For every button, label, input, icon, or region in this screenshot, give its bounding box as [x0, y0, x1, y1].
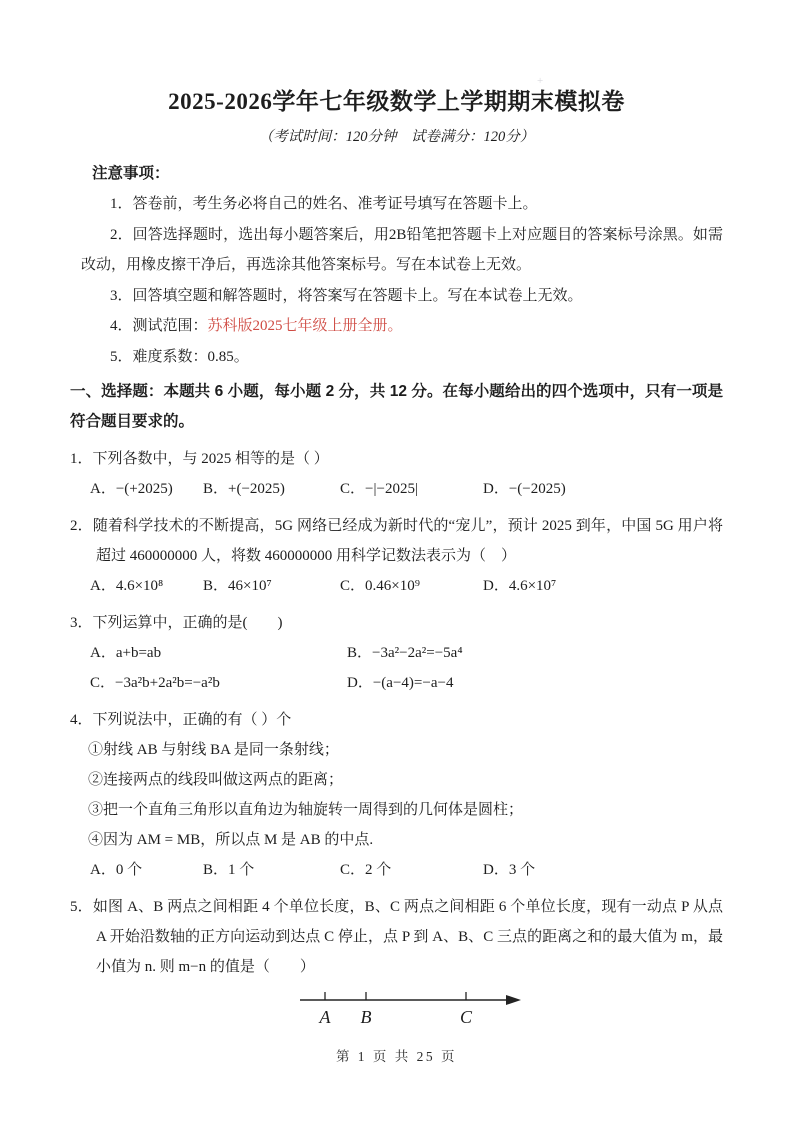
point-label-b: B: [360, 1007, 372, 1027]
question-1-option-a: [90, 474, 203, 504]
question-3: [70, 608, 723, 698]
option-text: 0.46×10⁹: [365, 578, 420, 594]
question-1: [70, 444, 723, 504]
option-text: 46×10⁷: [228, 578, 272, 594]
option-text: −(+2025): [115, 481, 173, 497]
section-1-heading: 一、选择题：本题共 6 小题，每小题 2 分，共 12 分。在每小题给出的四个选项中，只有一项是符合题目要求的。: [70, 383, 723, 430]
option-text: −|−2025|: [365, 481, 418, 497]
question-2-option-b: [203, 571, 340, 601]
option-text: 3 个: [508, 862, 536, 878]
option-text: −(−2025): [508, 481, 566, 497]
question-1-option-d: [483, 474, 723, 504]
option-text: 1 个: [228, 862, 255, 878]
question-3-option-a: [90, 638, 347, 668]
question-5-text: 如图 A、B 两点之间相距 4 个单位长度，B、C 两点之间相距 6 个单位长度，现有一动点 P 从点 A 开始沿数轴的正方向运动到达点 C 停止，点 P 到 A、B、C 三点的距离之和的最大值为 m，最小值为 n. 则 m−n 的值是（ ）: [92, 899, 723, 975]
question-4-statement-1: ①射线 AB 与射线 BA 是同一条射线；: [88, 742, 339, 758]
option-label: C．: [340, 481, 366, 497]
notice-item-4: [81, 311, 723, 342]
question-5-figure: [298, 987, 723, 1044]
question-4-statements: [70, 735, 723, 855]
question-5: [70, 892, 723, 1044]
page-footer: 第 1 页 共 25 页: [335, 1049, 458, 1064]
option-text: 0 个: [115, 862, 143, 878]
question-4-option-c: [340, 855, 483, 885]
question-3-text: 下列运算中，正确的是( ): [92, 615, 283, 631]
question-2-number: 2．: [70, 518, 93, 534]
question-5-stem: [70, 892, 723, 982]
option-label: D．: [483, 481, 509, 497]
option-text: 4.6×10⁸: [115, 578, 164, 594]
question-4-options: [70, 855, 723, 885]
question-4-option-b: [203, 855, 340, 885]
question-2-options: [70, 571, 723, 601]
scan-artifact: +: [537, 75, 544, 87]
notice-item-3: 3．回答填空题和解答题时，将答案写在答题卡上。写在本试卷上无效。: [110, 287, 583, 304]
question-1-stem: [70, 444, 723, 474]
notice-section: [81, 158, 723, 372]
notice-item-2: 2．回答选择题时，选出每小题答案后，用2B铅笔把答题卡上对应题目的答案标号涂黑。如需改动，用橡皮擦干净后，再选涂其他答案标号。写在本试卷上无效。: [81, 226, 723, 273]
question-4-stem: [70, 705, 723, 735]
option-label: D．: [483, 578, 509, 594]
question-1-options: [70, 474, 723, 504]
option-label: A．: [90, 862, 116, 878]
question-2-option-a: [90, 571, 203, 601]
question-3-option-c: [90, 668, 347, 698]
arrow-right-icon: [506, 995, 521, 1005]
exam-subtitle: （考试时间：120分钟 试卷满分：120分）: [258, 129, 535, 145]
question-4-option-a: [90, 855, 203, 885]
point-label-c: C: [459, 1007, 473, 1027]
question-3-option-b: [347, 638, 604, 668]
option-label: B．: [203, 578, 229, 594]
question-2-option-c: [340, 571, 483, 601]
option-label: C．: [90, 675, 116, 691]
question-4-statement-4: ④因为 AM = MB，所以点 M 是 AB 的中点.: [88, 832, 374, 848]
option-label: B．: [203, 481, 229, 497]
question-4-text: 下列说法中，正确的有（ ）个: [92, 712, 292, 728]
option-text: −(a−4)=−a−4: [372, 675, 454, 691]
option-text: a+b=ab: [115, 645, 162, 661]
notice-heading: 注意事项：: [92, 165, 170, 182]
notice-item-5: 5．难度系数：0.85。: [110, 348, 249, 365]
question-2: [70, 511, 723, 601]
option-text: +(−2025): [228, 481, 285, 497]
question-1-text: 下列各数中，与 2025 相等的是（ ）: [92, 451, 329, 467]
question-3-options-row-2: [70, 668, 723, 698]
question-3-number: 3．: [70, 615, 93, 631]
question-3-stem: [70, 608, 723, 638]
question-3-options-row-1: [70, 638, 723, 668]
option-label: D．: [347, 675, 373, 691]
option-text: −3a²−2a²=−5a⁴: [372, 645, 463, 661]
option-label: A．: [90, 481, 116, 497]
question-1-number: 1．: [70, 451, 93, 467]
exam-title: 2025-2026学年七年级数学上学期期末模拟卷: [168, 89, 625, 114]
question-4-statement-3: ③把一个直角三角形以直角边为轴旋转一周得到的几何体是圆柱；: [88, 802, 524, 818]
question-4-statement-2: ②连接两点的线段叫做这两点的距离；: [88, 772, 344, 788]
question-2-stem: [70, 511, 723, 571]
option-label: B．: [203, 862, 229, 878]
question-1-option-b: [203, 474, 340, 504]
numberline-figure: [298, 987, 524, 1033]
point-label-a: A: [319, 1007, 331, 1027]
option-label: C．: [340, 862, 366, 878]
question-3-option-d: [347, 668, 604, 698]
question-5-number: 5．: [70, 899, 93, 915]
question-2-option-d: [483, 571, 723, 601]
question-1-option-c: [340, 474, 483, 504]
option-label: D．: [483, 862, 509, 878]
question-4: [70, 705, 723, 885]
option-text: 4.6×10⁷: [508, 578, 557, 594]
question-2-text: 随着科学技术的不断提高，5G 网络已经成为新时代的“宠儿”，预计 2025 到年，中国 5G 用户将超过 460000000 人，将数 460000000 用科学记数法表示为（ ）: [92, 518, 723, 564]
option-text: 2 个: [365, 862, 392, 878]
notice-item-4-prefix: 4．测试范围：: [110, 318, 208, 334]
option-label: B．: [347, 645, 373, 661]
option-label: A．: [90, 645, 116, 661]
option-label: A．: [90, 578, 116, 594]
question-4-number: 4．: [70, 712, 93, 728]
option-label: C．: [340, 578, 366, 594]
question-4-option-d: [483, 855, 723, 885]
notice-item-4-test-range: 苏科版2025七年级上册全册。: [207, 318, 403, 334]
notice-item-1: 1．答卷前，考生务必将自己的姓名、准考证号填写在答题卡上。: [110, 196, 538, 212]
option-text: −3a²b+2a²b=−a²b: [115, 675, 220, 691]
